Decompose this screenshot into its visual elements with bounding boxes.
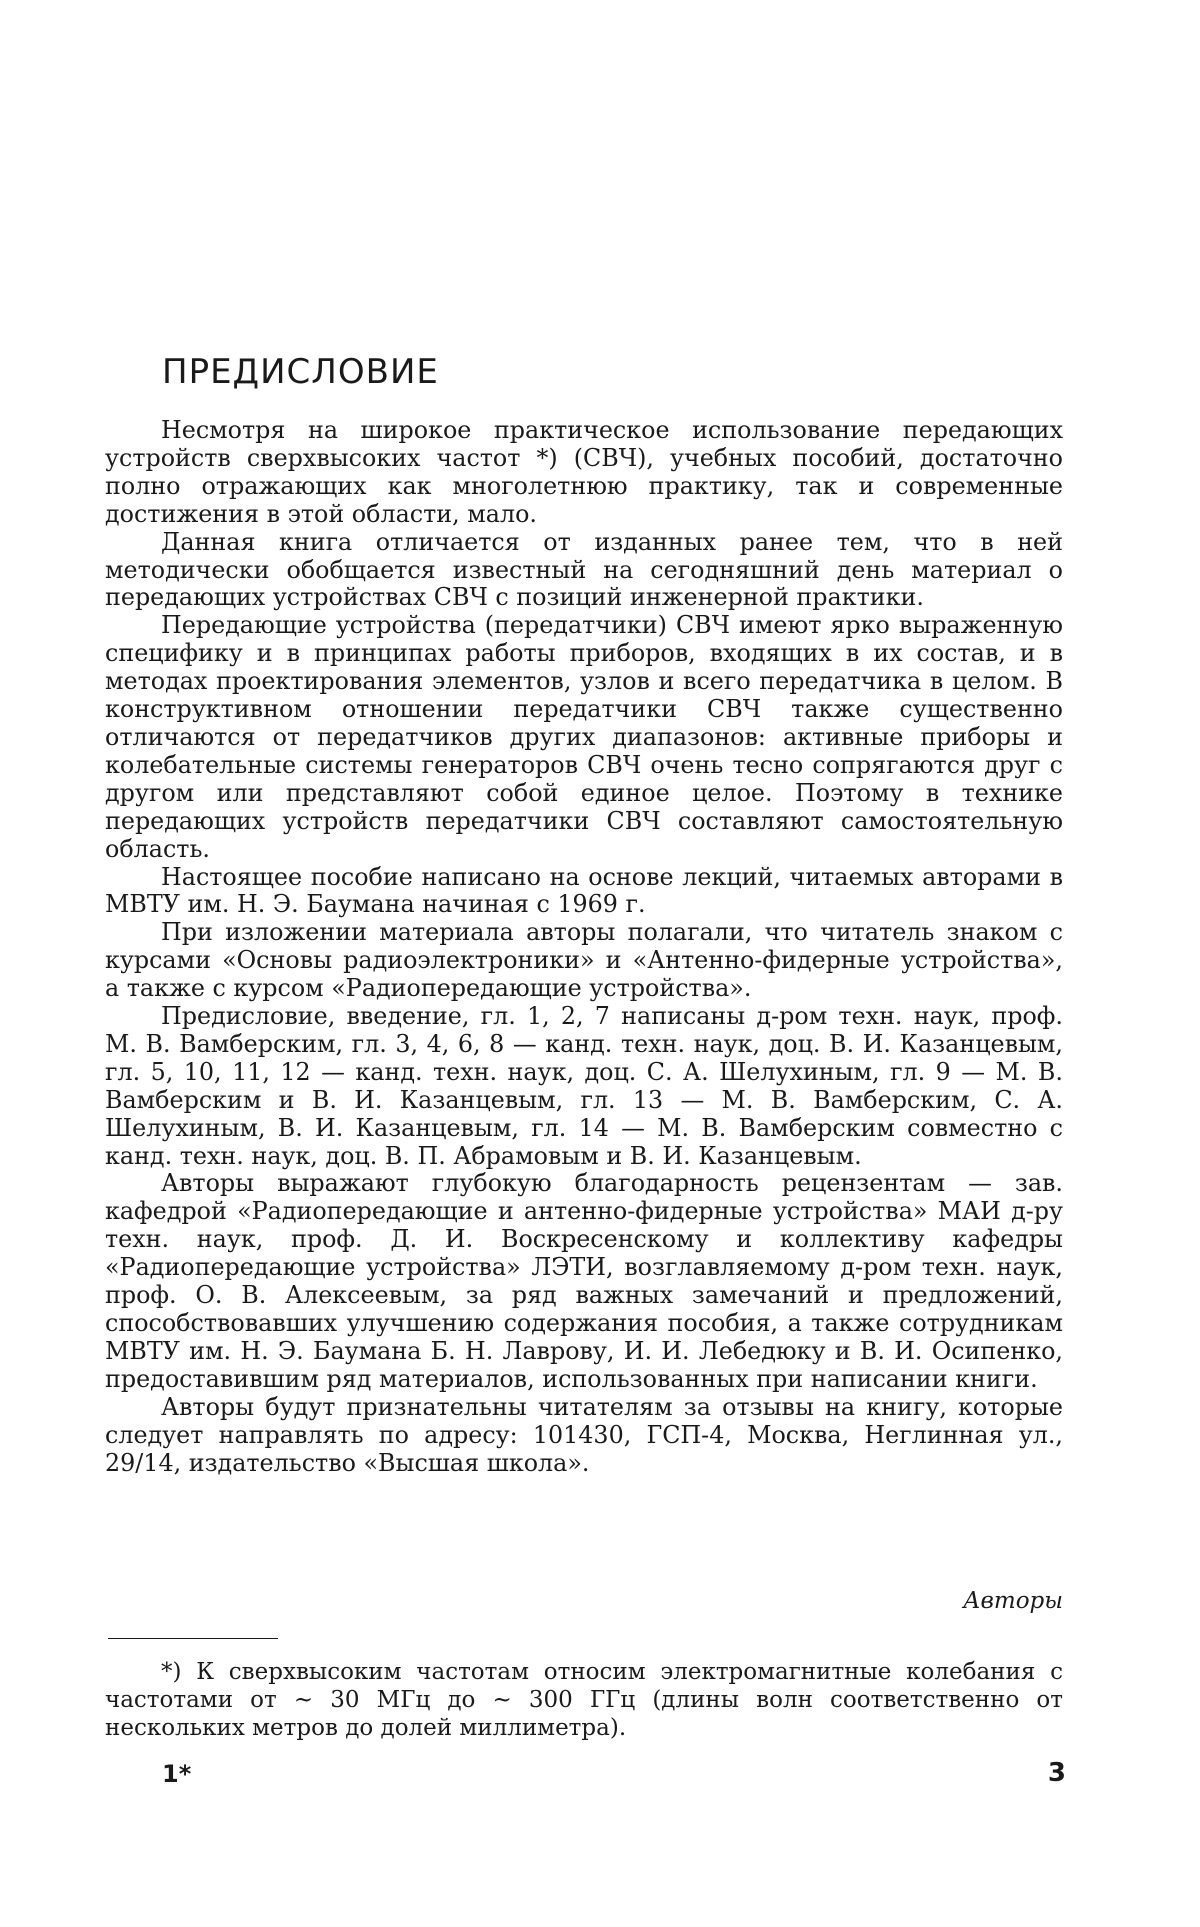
paragraph: Несмотря на широкое практическое использование передающих устройств сверхвысоких частот *) (СВЧ), учебных пособий, достаточно полно отражающих как многолетнюю практику, так и современные достижения в этой области, мало. xyxy=(105,416,1063,528)
footnote: *) К сверхвысоким частотам относим электромагнитные колебания с частотами от ~ 30 МГц до ~ 300 ГГц (длины волн соответственно от нескольких метров до долей миллиметра). xyxy=(105,1659,1063,1741)
paragraph: Данная книга отличается от изданных ранее тем, что в ней методически обобщается известный на сегодняшний день материал о передающих устройствах СВЧ с позиций инженерной практики. xyxy=(105,527,1063,612)
authors-signature: Авторы xyxy=(963,1588,1063,1614)
footnote-divider xyxy=(108,1638,278,1639)
paragraph: Предисловие, введение, гл. 1, 2, 7 написаны д-ром техн. наук, проф. М. В. Вамберским, гл. 3, 4, 6, 8 — канд. техн. наук, доц. В. И. Казанцевым, гл. 5, 10, 11, 12 — канд. техн. наук, доц. С. А. Шелухиным, гл. 9 — М. В. Вамберским и В. И. Казанцевым, гл. 13 — М. В. Вамберским, С. А. Шелухиным, В. И. Казанцевым, гл. 14 — М. В. Вамберским совместно с канд. техн. наук, доц. В. П. Абрамовым и В. И. Казанцевым. xyxy=(105,1002,1063,1170)
paragraph: Передающие устройства (передатчики) СВЧ имеют ярко выраженную специфику и в принципах работы приборов, входящих в их состав, и в методах проектирования элементов, узлов и всего передатчика в целом. В конструктивном отношении передатчики СВЧ также существенно отличаются от передатчиков других диапазонов: активные приборы и колебательные системы генераторов СВЧ очень тесно сопрягаются друг с другом или представляют собой единое целое. Поэтому в технике передающих устройств передатчики СВЧ составляют самостоятельную область. xyxy=(105,611,1063,863)
page-number: 3 xyxy=(1047,1758,1066,1788)
paragraph: При изложении материала авторы полагали, что читатель знаком с курсами «Основы радиоэлектроники» и «Антенно-фидерные устройства», а также с курсом «Радиопередающие устройства». xyxy=(105,918,1063,1003)
printer-signature-mark: 1* xyxy=(162,1760,192,1788)
chapter-title: ПРЕДИСЛОВИЕ xyxy=(162,352,439,392)
paragraph: Настоящее пособие написано на основе лекций, читаемых авторами в МВТУ им. Н. Э. Баумана начиная с 1969 г. xyxy=(105,862,1063,919)
paragraph: Авторы выражают глубокую благодарность рецензентам — зав. кафедрой «Радиопередающие и антенно-фидерные устройства» МАИ д-ру техн. наук, проф. Д. И. Воскресенскому и коллективу кафедры «Радиопередающие устройства» ЛЭТИ, возглавляемому д-ром техн. наук, проф. О. В. Алексеевым, за ряд важных замечаний и предложений, способствовавших улучшению содержания пособия, а также сотрудникам МВТУ им. Н. Э. Баумана Б. Н. Лаврову, И. И. Лебедюку и В. И. Осипенко, предоставившим ряд материалов, использованных при написании книги. xyxy=(105,1169,1063,1393)
paragraph: Авторы будут признательны читателям за отзывы на книгу, которые следует направлять по адресу: 101430, ГСП-4, Москва, Неглинная ул., 29/14, издательство «Высшая школа». xyxy=(105,1392,1063,1477)
preface-body xyxy=(105,417,1063,1477)
